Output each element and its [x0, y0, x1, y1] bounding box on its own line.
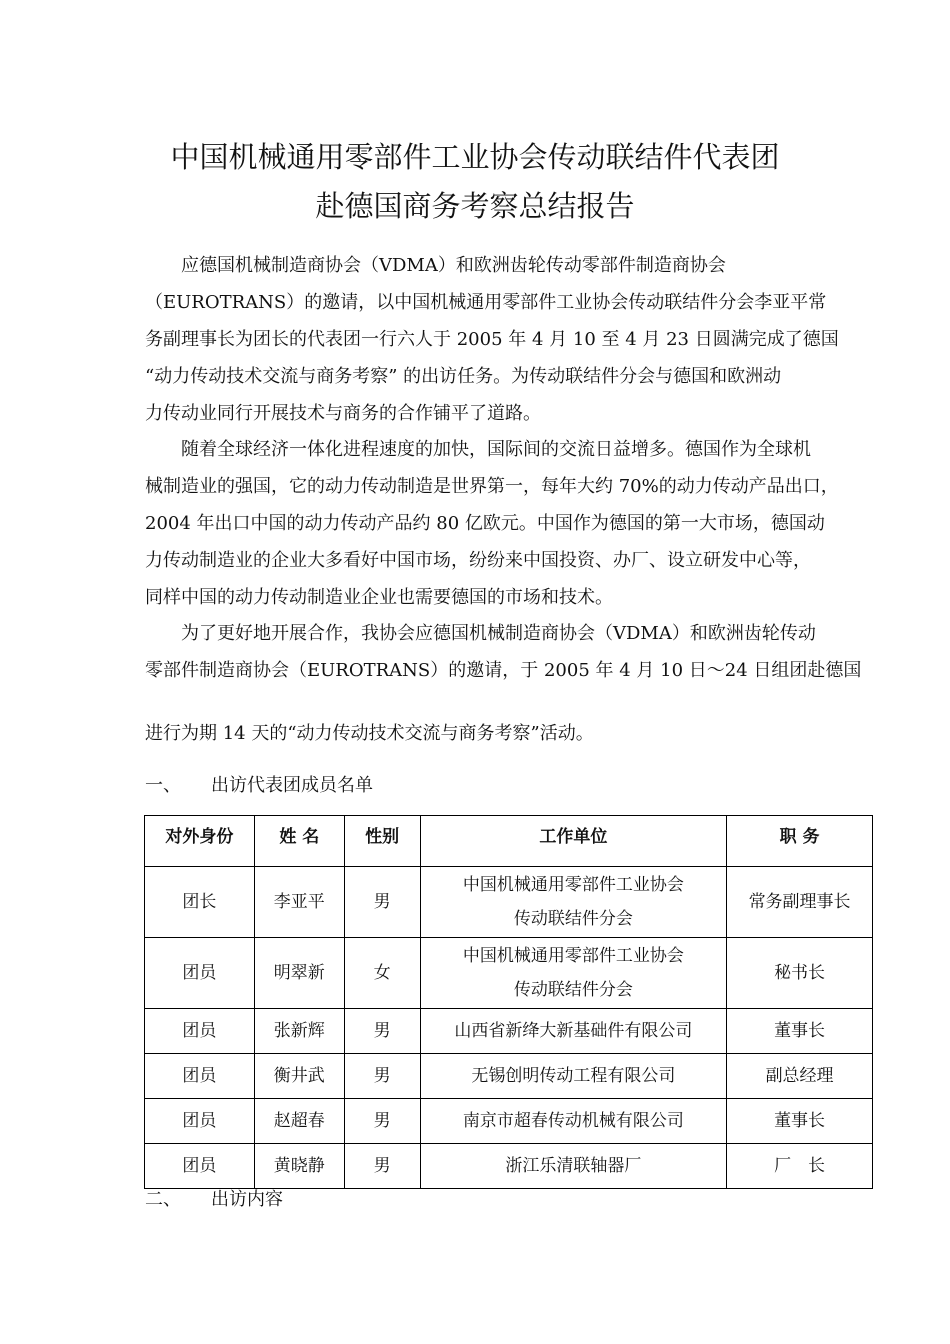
section-number: 二、: [145, 1189, 181, 1210]
paragraph-line: 械制造业的强国，它的动力传动制造是世界第一，每年大约 70%的动力传动产品出口，: [145, 476, 839, 497]
paragraph-1: [145, 247, 857, 432]
table-row: [145, 1099, 873, 1144]
section-heading-2: [145, 1185, 283, 1211]
cell-gender: 女: [344, 938, 420, 1009]
org-line: 山西省新绛大新基础件有限公司: [454, 1021, 693, 1041]
cell-org: [420, 1054, 727, 1099]
table-row: [145, 867, 873, 938]
cell-name: 衡井武: [254, 1054, 344, 1099]
paragraph-line: 力传动制造业的企业大多看好中国市场，纷纷来中国投资、办厂、设立研发中心等，: [145, 550, 811, 571]
table-row: [145, 1144, 873, 1189]
paragraph-3: [145, 615, 862, 689]
cell-gender: 男: [344, 1009, 420, 1054]
paragraph-line: “动力传动技术交流与商务考察” 的出访任务。为传动联结件分会与德国和欧洲动: [145, 366, 782, 387]
cell-position: 秘书长: [727, 938, 873, 1009]
table-row: [145, 1054, 873, 1099]
org-line: 传动联结件分会: [513, 980, 633, 1000]
members-table: [144, 815, 873, 1189]
cell-gender: 男: [344, 1054, 420, 1099]
paragraph-line: 务副理事长为团长的代表团一行六人于 2005 年 4 月 10 至 4 月 23 日圆满完成了德国: [145, 329, 839, 350]
table-row: [145, 1009, 873, 1054]
cell-name: 张新辉: [254, 1009, 344, 1054]
cell-position: 常务副理事长: [727, 867, 873, 938]
header-name: 姓 名: [254, 816, 344, 867]
cell-name: 明翠新: [254, 938, 344, 1009]
cell-role: 团员: [145, 1144, 255, 1189]
cell-role: 团长: [145, 867, 255, 938]
header-gender: 性别: [344, 816, 420, 867]
cell-org: [420, 1099, 727, 1144]
section-title: 出访代表团成员名单: [211, 775, 373, 796]
org-line: 浙江乐清联轴器厂: [505, 1156, 642, 1176]
org-line: 南京市超春传动机械有限公司: [462, 1111, 684, 1131]
header-position: 职 务: [727, 816, 873, 867]
cell-org: [420, 867, 727, 938]
paragraph-line: 力传动业同行开展技术与商务的合作铺平了道路。: [145, 403, 541, 424]
table-header-row: [145, 816, 873, 867]
section-heading-1: [145, 771, 373, 797]
cell-position: 董事长: [727, 1099, 873, 1144]
table-row: [145, 938, 873, 1009]
header-role: 对外身份: [145, 816, 255, 867]
paragraph-line: 2004 年出口中国的动力传动产品约 80 亿欧元。中国作为德国的第一大市场，德国动: [145, 513, 825, 534]
cell-org: [420, 1009, 727, 1054]
paragraph-2: [145, 431, 857, 616]
org-line: 无锡创明传动工程有限公司: [471, 1066, 676, 1086]
cell-name: 赵超春: [254, 1099, 344, 1144]
paragraph-line: （EUROTRANS）的邀请，以中国机械通用零部件工业协会传动联结件分会李亚平常: [145, 292, 827, 313]
org-line: 中国机械通用零部件工业协会: [462, 875, 684, 895]
header-org: 工作单位: [420, 816, 727, 867]
title-line-1: 中国机械通用零部件工业协会传动联结件代表团: [170, 140, 780, 174]
section-number: 一、: [145, 775, 181, 796]
cell-gender: 男: [344, 1099, 420, 1144]
paragraph-line: 应德国机械制造商协会（VDMA）和欧洲齿轮传动零部件制造商协会: [145, 255, 726, 276]
paragraph-line: 同样中国的动力传动制造业企业也需要德国的市场和技术。: [145, 587, 613, 608]
cell-gender: 男: [344, 1144, 420, 1189]
cell-role: 团员: [145, 1099, 255, 1144]
paragraph-line: 随着全球经济一体化进程速度的加快，国际间的交流日益增多。德国作为全球机: [145, 439, 811, 460]
org-line: 中国机械通用零部件工业协会: [462, 946, 684, 966]
cell-name: 李亚平: [254, 867, 344, 938]
cell-position: 董事长: [727, 1009, 873, 1054]
cell-gender: 男: [344, 867, 420, 938]
paragraph-line: 为了更好地开展合作，我协会应德国机械制造商协会（VDMA）和欧洲齿轮传动: [145, 623, 816, 644]
cell-org: [420, 1144, 727, 1189]
cell-org: [420, 938, 727, 1009]
paragraph-line: 零部件制造商协会（EUROTRANS）的邀请，于 2005 年 4 月 10 日～24 日组团赴德国: [145, 660, 862, 681]
title-line-2: 赴德国商务考察总结报告: [315, 189, 635, 223]
section-title: 出访内容: [211, 1189, 283, 1210]
cell-name: 黄晓静: [254, 1144, 344, 1189]
paragraph-4: [145, 715, 857, 752]
cell-role: 团员: [145, 1009, 255, 1054]
cell-role: 团员: [145, 938, 255, 1009]
cell-position: 副总经理: [727, 1054, 873, 1099]
cell-position: 厂 长: [727, 1144, 873, 1189]
paragraph-line: 进行为期 14 天的“动力传动技术交流与商务考察”活动。: [145, 723, 594, 744]
cell-role: 团员: [145, 1054, 255, 1099]
org-line: 传动联结件分会: [513, 909, 633, 929]
